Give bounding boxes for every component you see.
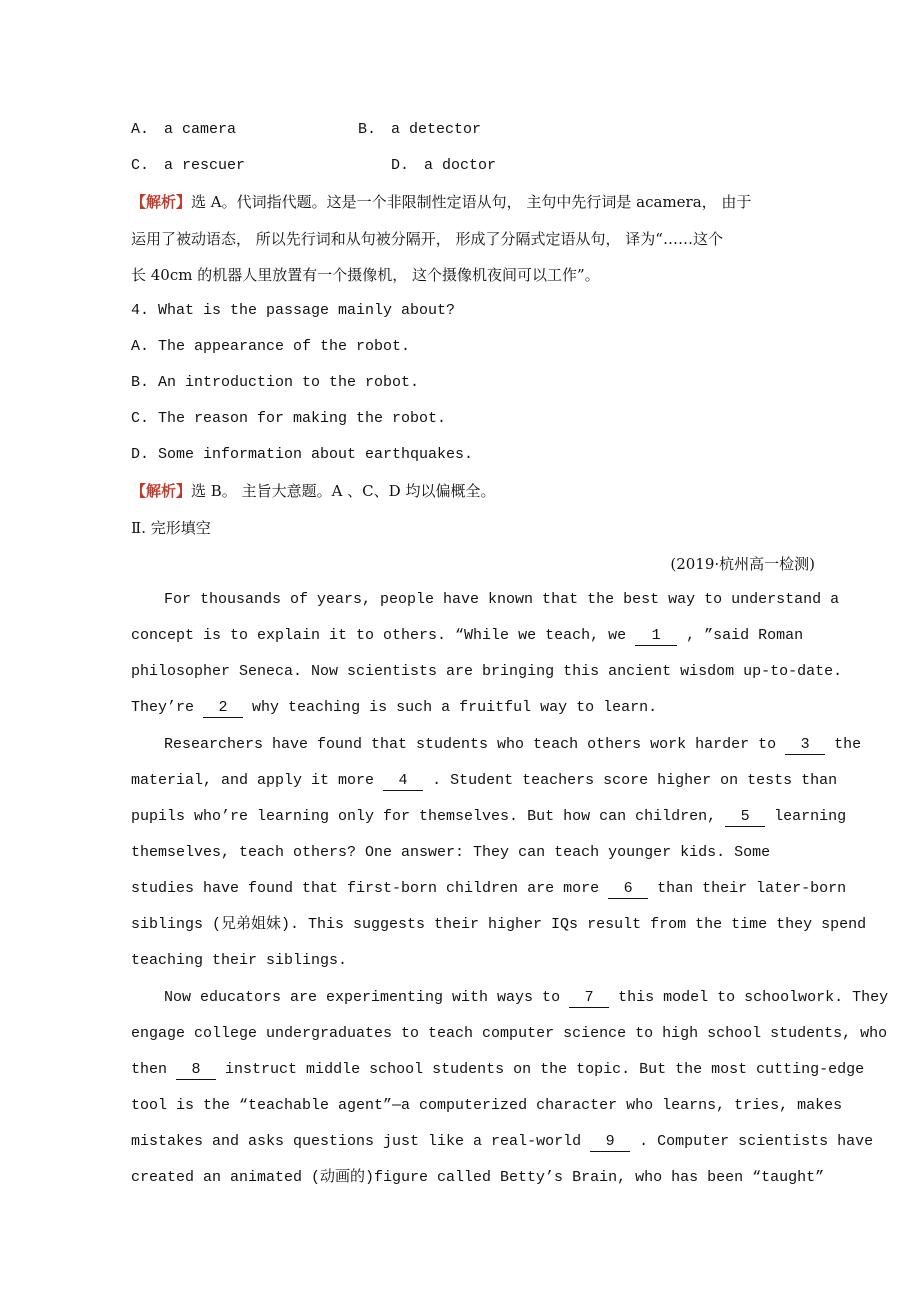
passage-text: pupils who’re learning only for themselves. But how can children, <box>131 808 717 825</box>
q3-option-row-2 <box>131 156 497 176</box>
passage-line: For thousands of years, people have known that the best way to understand a <box>164 591 840 608</box>
q4-analysis <box>131 481 495 501</box>
cloze-blank-9[interactable]: 9 <box>590 1133 630 1152</box>
cloze-blank-2[interactable]: 2 <box>203 699 243 718</box>
passage-line: tool is the “teachable agent”—a computerized character who learns, tries, makes <box>131 1097 843 1114</box>
passage-line: themselves, teach others? One answer: They can teach younger kids. Some <box>131 844 771 861</box>
passage-line <box>164 735 861 755</box>
passage-text: mistakes and asks questions just like a real-world <box>131 1133 582 1150</box>
passage-text: concept is to explain it to others. “While we teach, we <box>131 627 627 644</box>
passage-line: siblings (兄弟姐妹). This suggests their higher IQs result from the time they spend <box>131 916 867 933</box>
passage-line <box>131 1060 864 1080</box>
q3-analysis-text-1: 选 A。代词指代题。这是一个非限制性定语从句， 主句中先行词是 acamera， 由于 <box>191 193 752 211</box>
cloze-blank-1[interactable]: 1 <box>635 627 677 646</box>
analysis-tag: 【解析】 <box>131 193 192 211</box>
q4-option-d: D. Some information about earthquakes. <box>131 446 474 463</box>
passage-line <box>131 771 837 791</box>
passage-line <box>131 1132 873 1152</box>
analysis-tag: 【解析】 <box>131 482 192 500</box>
passage-text: They’re <box>131 699 195 716</box>
passage-line <box>131 626 803 646</box>
q4-option-c: C. The reason for making the robot. <box>131 410 447 427</box>
q3-option-d-text: a doctor <box>424 157 497 174</box>
cloze-blank-5[interactable]: 5 <box>725 808 765 827</box>
passage-line: engage college undergraduates to teach computer science to high school students, who <box>131 1025 888 1042</box>
q3-option-b-text: a detector <box>391 121 482 138</box>
passage-line <box>131 807 846 827</box>
passage-text: this model to schoolwork. They <box>618 989 889 1006</box>
section-source: (2019·杭州高一检测) <box>670 555 815 573</box>
passage-text: studies have found that first-born children are more <box>131 880 600 897</box>
q3-analysis-line-2: 运用了被动语态， 所以先行词和从句被分隔开， 形成了分隔式定语从句， 译为“……这个 <box>131 230 723 248</box>
q3-option-d-letter: D. <box>391 157 410 174</box>
passage-text: than their later-born <box>657 880 847 897</box>
q3-analysis-line-3: 长 40cm 的机器人里放置有一个摄像机， 这个摄像机夜间可以工作”。 <box>131 266 600 284</box>
q3-option-row-1 <box>131 120 482 140</box>
passage-text: then <box>131 1061 168 1078</box>
passage-text: , ”said Roman <box>686 627 804 644</box>
cloze-blank-3[interactable]: 3 <box>785 736 825 755</box>
passage-text: instruct middle school students on the topic. But the most cutting-edge <box>225 1061 865 1078</box>
passage-line <box>164 988 888 1008</box>
cloze-blank-8[interactable]: 8 <box>176 1061 216 1080</box>
q3-option-a-text: a camera <box>164 121 237 138</box>
q3-option-c-text: a rescuer <box>164 157 246 174</box>
passage-line: teaching their siblings. <box>131 952 348 969</box>
passage-text: . Computer scientists have <box>639 1133 874 1150</box>
cloze-blank-6[interactable]: 6 <box>608 880 648 899</box>
q3-analysis-line-1 <box>131 192 751 212</box>
q4-option-a: A. The appearance of the robot. <box>131 338 411 355</box>
q3-option-a-letter: A. <box>131 121 150 138</box>
q4-question: 4. What is the passage mainly about? <box>131 302 456 319</box>
cloze-blank-4[interactable]: 4 <box>383 772 423 791</box>
passage-text: why teaching is such a fruitful way to learn. <box>252 699 658 716</box>
q4-option-b: B. An introduction to the robot. <box>131 374 420 391</box>
passage-line <box>131 698 657 718</box>
q3-option-c-letter: C. <box>131 157 150 174</box>
passage-line <box>131 879 846 899</box>
cloze-blank-7[interactable]: 7 <box>569 989 609 1008</box>
passage-text: the <box>834 736 862 753</box>
section-title: Ⅱ. 完形填空 <box>131 519 211 537</box>
q4-analysis-text: 选 B。 主旨大意题。A 、C、D 均以偏概全。 <box>191 482 496 500</box>
passage-text: Researchers have found that students who teach others work harder to <box>164 736 777 753</box>
q3-option-b-letter: B. <box>358 121 377 138</box>
passage-text: . Student teachers score higher on tests than <box>432 772 838 789</box>
passage-text: Now educators are experimenting with ways to <box>164 989 561 1006</box>
passage-text: material, and apply it more <box>131 772 375 789</box>
passage-line: philosopher Seneca. Now scientists are bringing this ancient wisdom up-to-date. <box>131 663 843 680</box>
passage-line: created an animated (动画的)figure called Betty’s Brain, who has been “taught” <box>131 1169 825 1186</box>
passage-text: learning <box>774 808 847 825</box>
